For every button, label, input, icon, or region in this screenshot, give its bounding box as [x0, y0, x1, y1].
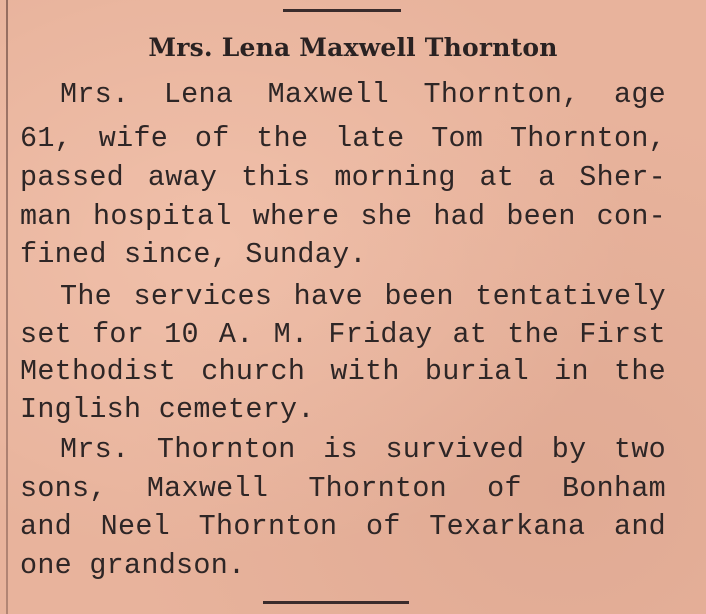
obituary-headline: Mrs. Lena Maxwell Thornton	[148, 33, 558, 62]
paragraph-3-line-1: Mrs. Thornton is survived by two	[60, 433, 666, 466]
top-separator-rule	[283, 9, 401, 12]
paragraph-3-line-4: one grandson.	[20, 549, 246, 582]
paragraph-1-line-1: Mrs. Lena Maxwell Thornton, age	[60, 78, 666, 111]
paragraph-1-line-3: passed away this morning at a Sher-	[20, 161, 666, 194]
paragraph-1-line-4: man hospital where she had been con-	[20, 200, 666, 233]
paragraph-3-line-3: and Neel Thornton of Texarkana and	[20, 510, 666, 543]
bottom-separator-rule	[263, 601, 409, 604]
column-divider	[6, 0, 8, 614]
paragraph-3-line-2: sons, Maxwell Thornton of Bonham	[20, 472, 666, 505]
paragraph-1-line-2: 61, wife of the late Tom Thornton,	[20, 122, 666, 155]
paragraph-2-line-2: set for 10 A. M. Friday at the First	[20, 318, 666, 351]
paragraph-2-line-3: Methodist church with burial in the	[20, 355, 666, 388]
paragraph-2-line-1: The services have been tentatively	[60, 280, 666, 313]
paragraph-1-line-5: fined since, Sunday.	[20, 238, 367, 271]
paragraph-2-line-4: Inglish cemetery.	[20, 393, 315, 426]
